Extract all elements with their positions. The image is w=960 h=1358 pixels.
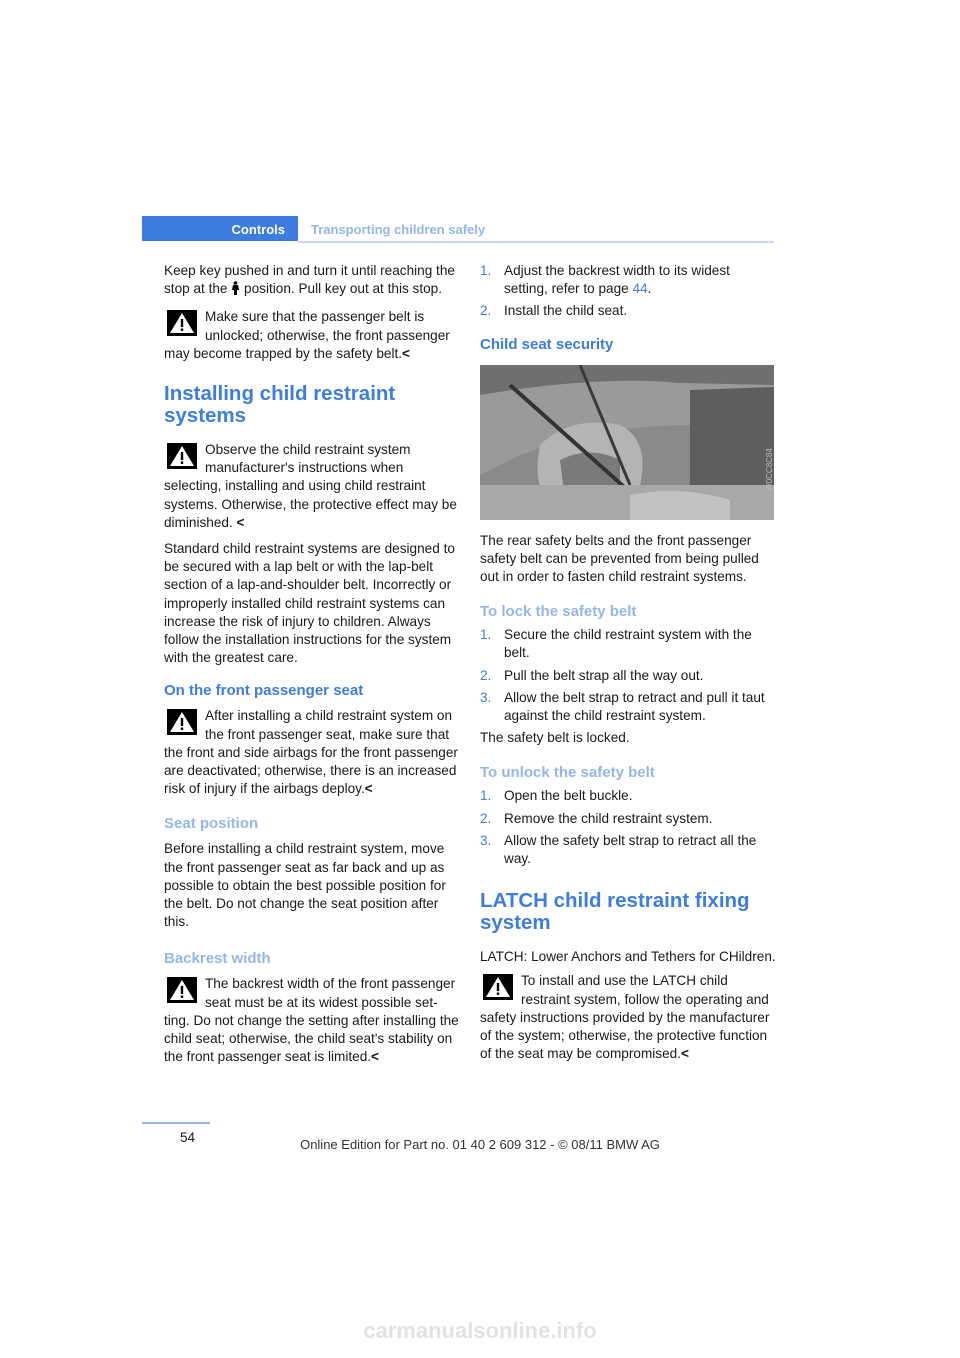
- step-text: Allow the belt strap to retract and pull it taut against the child restraint system.: [504, 689, 765, 724]
- heading-child-seat-security: Child seat security: [480, 335, 614, 353]
- warning-icon: [483, 974, 513, 1000]
- warning-text: Make sure that the passenger belt is unlocked; otherwise, the front passenger: [205, 309, 450, 343]
- child-seat-icon: [231, 281, 240, 300]
- warning-icon: [167, 977, 197, 1003]
- warning-airbags: [164, 707, 461, 798]
- list-item: [480, 689, 777, 725]
- warning-belt-unlocked: [164, 308, 461, 363]
- heading-backrest-width: Backrest width: [164, 950, 271, 968]
- end-mark: <: [236, 514, 245, 530]
- latch-paragraph: LATCH: Lower Anchors and Tethers for CHildren.: [480, 949, 776, 965]
- photo-code: W0CC8C84: [765, 447, 775, 491]
- unlock-steps: [480, 787, 777, 868]
- locked-paragraph: The safety belt is locked.: [480, 730, 630, 746]
- footer-rule: [142, 1122, 210, 1124]
- warning-text: Observe the child restraint system manufacturer's instructions when selecting,: [164, 442, 411, 494]
- right-column: [480, 262, 777, 1077]
- step-number: 2.: [480, 810, 492, 826]
- heading-latch: LATCH child restraint fixing system: [480, 889, 750, 935]
- heading-unlock-belt: To unlock the safety belt: [480, 764, 655, 782]
- standard-paragraph: Standard child restraint systems are designed to be secured with a lap belt or with the lap-belt section of a lap-and-shoulder belt. Incorrectly or improperly installed child restraint systems can increase the risk of injury to children. Always follow the installation instructions for the system with the greatest care.: [164, 541, 455, 666]
- end-mark: <: [680, 1046, 689, 1062]
- step-text: Install the child seat.: [504, 303, 628, 319]
- heading-front-passenger: On the front passenger seat: [164, 682, 364, 700]
- step-number: 3.: [480, 832, 492, 848]
- edition-notice: Online Edition for Part no. 01 40 2 609 312 - © 08/11 BMW AG: [300, 1137, 660, 1152]
- child-seat-photo: [480, 365, 777, 520]
- chapter-tab: Controls: [142, 216, 298, 241]
- warning-text: The backrest width of the front passenger seat must be at its widest possible set-: [205, 976, 456, 1010]
- intro-text-end: position. Pull key out at this stop.: [240, 281, 443, 297]
- heading-lock-belt: To lock the safety belt: [480, 603, 637, 621]
- list-item: [480, 302, 777, 320]
- list-item: [480, 626, 777, 662]
- step-number: 1.: [480, 627, 492, 643]
- step-number: 1.: [480, 263, 492, 278]
- step-number: 2.: [480, 667, 492, 683]
- backrest-steps: [480, 262, 777, 321]
- security-paragraph: The rear safety belts and the front passenger safety belt can be prevented from being pulled out in order to fasten child restraint systems.: [480, 532, 759, 585]
- intro-text: Keep key pushed in and turn it until reaching the stop at the: [164, 263, 455, 297]
- warning-text: After installing a child restraint system on the front passenger seat, make sure that: [205, 708, 453, 742]
- end-mark: <: [364, 781, 373, 797]
- warning-backrest: [164, 975, 461, 1066]
- photo-illustration: [480, 365, 774, 520]
- list-item: [480, 262, 777, 298]
- page-header: [142, 216, 774, 243]
- step-text: Open the belt buckle.: [504, 788, 633, 804]
- warning-text: To install and use the LATCH child restraint system, follow the operating and: [521, 973, 769, 1007]
- step-number: 1.: [480, 788, 492, 804]
- warning-icon: [167, 709, 197, 735]
- seat-position-paragraph: Before installing a child restraint system, move the front passenger seat as far back and up as possible to obtain the best possible position for the belt. Do not change the seat position after this.: [164, 841, 446, 930]
- heading-seat-position: Seat position: [164, 815, 259, 833]
- list-item: [480, 787, 777, 805]
- step-text: Remove the child restraint system.: [504, 810, 713, 826]
- list-item: [480, 832, 777, 868]
- list-item: [480, 667, 777, 685]
- step-text: Pull the belt strap all the way out.: [504, 667, 704, 683]
- step-text: Adjust the backrest width to its widest setting, refer to page: [504, 263, 730, 297]
- step-number: 3.: [480, 689, 492, 705]
- watermark: carmanualsonline.info: [363, 1318, 597, 1343]
- page-link[interactable]: 44: [632, 281, 648, 297]
- section-title: Transporting children safely: [311, 222, 486, 237]
- step-number: 2.: [480, 303, 492, 319]
- intro-paragraph: [164, 262, 461, 300]
- end-mark: <: [402, 345, 410, 361]
- heading-installing: Installing child restraint systems: [164, 382, 396, 428]
- warning-icon: [167, 310, 197, 336]
- warning-text-cont: installing and using child restraint systems. Otherwise, the protective effect may be diminished.: [164, 478, 457, 530]
- warning-icon: [167, 443, 197, 469]
- warning-text-cont: the front and side airbags for the front passenger are deactivated; otherwise, there is an increased risk of injury if the airbags deploy.: [164, 744, 458, 797]
- left-column: [164, 262, 461, 1081]
- list-item: [480, 810, 777, 828]
- warning-manufacturer: [164, 441, 461, 532]
- warning-latch: [480, 972, 777, 1063]
- warning-text-cont: may become trapped by the safety belt.: [164, 345, 403, 361]
- lock-steps: [480, 626, 777, 725]
- warning-text-cont: safety instructions provided by the manufacturer of the system; otherwise, the protective function of the seat may be compromised.: [480, 1009, 770, 1062]
- step-text-end: .: [647, 281, 652, 297]
- page-number: 54: [180, 1130, 196, 1145]
- warning-text-cont: ting. Do not change the setting after installing the child seat; otherwise, the child seat's stability on the front passenger seat is limited.: [164, 1012, 459, 1065]
- step-text: Secure the child restraint system with the belt.: [504, 627, 752, 661]
- end-mark: <: [371, 1049, 379, 1065]
- step-text: Allow the safety belt strap to retract all the way.: [504, 832, 757, 867]
